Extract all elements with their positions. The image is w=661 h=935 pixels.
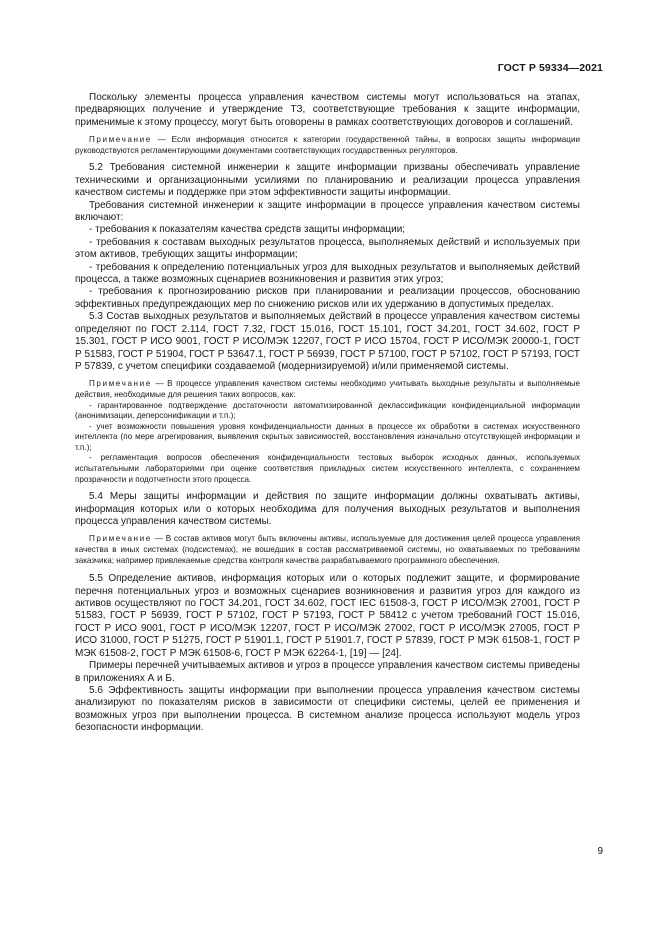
document-header: ГОСТ Р 59334—2021 [497, 62, 603, 74]
paragraph-5-4: 5.4 Меры защиты информации и действия по защите информации должны охватывать активы, информация которых или о которых необходима для получения выходных результатов и выполнения процесса управления качеством системы. [75, 491, 580, 528]
note-label: Примечание [89, 534, 152, 544]
list-item: - требования к прогнозированию рисков при планировании и реализации процессов, обоснованию эффективных предупреждающих мер по снижению рисков или их удержанию в допустимых пределах. [75, 286, 580, 310]
paragraph-5-3: 5.3 Состав выходных результатов и выполняемых действий в процессе управления качеством системы определяют по ГОСТ 2.114, ГОСТ 7.32, ГОСТ 15.016, ГОСТ 15.101, ГОСТ 34.201, ГОСТ 34.602, ГОСТ Р 15.301, ГОСТ Р ИСО 9001, ГОСТ Р ИСО/МЭК 12207, ГОСТ Р ИСО 15704, ГОСТ Р ИСО/МЭК 20000-1, ГОСТ Р 51583, ГОСТ Р 51904, ГОСТ Р 53647.1, ГОСТ Р 56939, ГОСТ Р 57100, ГОСТ Р 57102, ГОСТ Р 57193, ГОСТ Р 57839, с учетом специфики создаваемой (модернизируемой) и/или применяемой системы. [75, 311, 580, 372]
note-list-item: - учет возможности повышения уровня конфиденциальности данных в процессе их обработки в системах искусственного интеллекта (по мере агрегирования, выявления скрытых зависимостей, восстановления изначально отсутствующей информации и т.п.); [75, 421, 580, 452]
note-list-item: - регламентация вопросов обеспечения конфиденциальности тестовых выборок исходных данных, используемых испытательными лабораториями при оценке соответствия прикладных систем искусственного интеллекта, с сохранением прозрачности и подотчетности этого процесса. [75, 453, 580, 484]
page-number: 9 [597, 846, 603, 857]
note-text: — В процессе управления качеством системы необходимо учитывать выходные результаты и выполняемые действия, необходимые для решения таких вопросов, как: [75, 379, 580, 399]
note-assets [75, 534, 580, 566]
list-item: - требования к составам выходных результатов процесса, выполняемых действий и используемых при этом активов, требующих защиты информации; [75, 236, 580, 261]
note-label: Примечание [89, 379, 152, 389]
page-body [75, 92, 580, 735]
paragraph-intro: Поскольку элементы процесса управления качеством системы могут использоваться на этапах, предваряющих получение и утверждение ТЗ, соответствующие требования к защите информации, применимые к этому процессу, могут быть оговорены в рамках соответствующих договоров и соглашений. [75, 92, 580, 128]
paragraph-5-2: 5.2 Требования системной инженерии к защите информации призваны обеспечивать управление техническими и организационными усилиями по планированию и реализации процесса управления качеством системы и поддержке при этом эффективности защиты информации. [75, 162, 580, 199]
list-item: - требования к определению потенциальных угроз для выходных результатов и выполняемых действий процесса, а также возможных сценариев возникновения и развития этих угроз; [75, 261, 580, 286]
list-item: - требования к показателям качества средств защиты информации; [89, 224, 406, 236]
paragraph-5-5: 5.5 Определение активов, информация которых или о которых подлежит защите, и формирование перечня потенциальных угроз и возможных сценариев возникновения и развития угроз для каждого из активов осуществляют по ГОСТ 34.201, ГОСТ 34.602, ГОСТ IEC 61508-3, ГОСТ Р ИСО/МЭК 27001, ГОСТ Р 51583, ГОСТ Р 56939, ГОСТ Р 57102, ГОСТ Р 57193, ГОСТ Р 58412 с учетом требований ГОСТ 15.016, ГОСТ Р ИСО 9001, ГОСТ Р ИСО/МЭК 12207, ГОСТ Р ИСО/МЭК 27002, ГОСТ Р ИСО/МЭК 27005, ГОСТ Р ИСО 31000, ГОСТ Р 51275, ГОСТ Р 51901.1, ГОСТ Р 51901.7, ГОСТ Р 57839, ГОСТ Р МЭК 61508-1, ГОСТ Р МЭК 61508-2, ГОСТ Р МЭК 61508-6, ГОСТ Р МЭК 62264-1, [19] — [24]. [75, 573, 580, 659]
paragraph-5-6: 5.6 Эффективность защиты информации при выполнении процесса управления качеством системы анализируют по показателям рисков в зависимости от специфики системы, целей ее применения и возможных угроз при выполнении процесса. В системном анализе процесса используют модель угроз безопасности информации. [75, 684, 580, 734]
note-label: Примечание [89, 135, 152, 145]
note-outputs [75, 379, 580, 400]
note-list-item: - гарантированное подтверждение достаточности автоматизированной деклассификации конфиденциальной информации (анонимизации, деперсонификации и т.п.); [75, 400, 580, 421]
note-text: — Если информация относится к категории государственной тайны, в вопросах защиты информации руководствуются регламентирующими документами соответствующих государственных регуляторов. [75, 135, 580, 155]
paragraph-requirements-intro: Требования системной инженерии к защите информации в процессе управления качеством системы включают: [75, 199, 580, 224]
note-text: — В состав активов могут быть включены активы, используемые для достижения целей процесса управления качества в иных системах (подсистемах), не вошедших в состав рассматриваемой системы, но охватываемых по требованиям заказчика; например привлекаемые средства контроля качества разрабатываемого программного обеспечения. [75, 534, 580, 565]
paragraph-examples: Примеры перечней учитываемых активов и угроз в процессе управления качеством системы приведены в приложениях А и Б. [75, 660, 580, 684]
note-state-secret [75, 135, 580, 156]
